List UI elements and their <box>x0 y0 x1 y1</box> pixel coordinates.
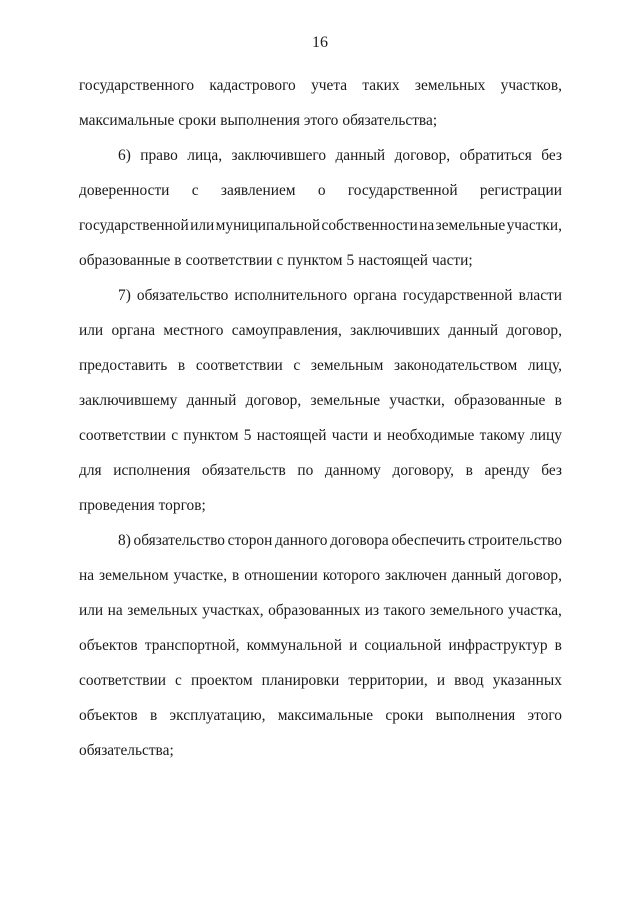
word: пунктом <box>287 252 343 269</box>
word: в <box>174 252 182 269</box>
word: или <box>79 322 104 339</box>
word: на <box>107 602 123 619</box>
word: соответствии <box>195 357 283 374</box>
word: 6) <box>118 147 131 164</box>
word: такого <box>383 602 426 619</box>
word: лицу, <box>527 357 562 374</box>
word: органа <box>353 287 397 304</box>
word: или <box>79 602 104 619</box>
word: с <box>293 357 301 374</box>
word: участках, <box>202 602 264 619</box>
paragraph-3-line-2 <box>79 318 562 353</box>
word: выполнения <box>220 112 300 129</box>
word: доверенности <box>79 182 170 199</box>
paragraph-2-line-2 <box>79 178 562 213</box>
word: собственности <box>321 217 418 234</box>
word: в <box>465 462 473 479</box>
word: такому <box>479 427 525 444</box>
word: образованные <box>79 252 171 269</box>
word: эксплуатацию, <box>169 707 266 724</box>
word: которого <box>322 567 381 584</box>
word: или <box>190 217 215 234</box>
word: обязательства; <box>342 112 438 129</box>
word: соответствии <box>185 252 273 269</box>
word: торгов; <box>158 497 206 514</box>
word: в <box>554 392 562 409</box>
word: на <box>419 217 435 234</box>
word: проведения <box>79 497 155 514</box>
word: и <box>373 427 382 444</box>
word: строительство <box>467 532 562 549</box>
word: лицу <box>530 427 562 444</box>
paragraph-4-line-2 <box>79 563 562 598</box>
word: с <box>191 182 199 199</box>
paragraph-3-line-1 <box>79 283 562 318</box>
paragraph-3-line-5 <box>79 423 562 458</box>
word: земельных <box>414 77 486 94</box>
word: части <box>331 427 369 444</box>
word: предоставить <box>79 357 168 374</box>
word: максимальные <box>79 112 175 129</box>
word: объектов <box>79 707 138 724</box>
paragraph-4-line-1 <box>79 528 562 563</box>
paragraph-3-line-3 <box>79 353 562 388</box>
word: право <box>140 147 178 164</box>
word: в <box>149 707 158 724</box>
word: и <box>436 672 446 689</box>
paragraph-2-line-3 <box>79 213 562 248</box>
word: данный <box>448 322 499 339</box>
word: для <box>79 462 102 479</box>
word: планировки <box>261 672 340 689</box>
word: таких <box>362 77 400 94</box>
paragraph-4-line-4 <box>79 633 562 668</box>
body-text <box>79 73 562 773</box>
word: участка, <box>508 602 562 619</box>
word: без <box>541 147 562 164</box>
word: договора <box>330 532 389 549</box>
word: самоуправления, <box>231 322 342 339</box>
word: данный <box>186 392 237 409</box>
word: в <box>177 357 186 374</box>
word: с <box>175 672 182 689</box>
word: заключившего <box>231 147 327 164</box>
word: государственной <box>79 217 189 234</box>
word: аренду <box>484 462 530 479</box>
word: этого <box>303 112 339 129</box>
word: соответствии <box>79 427 166 444</box>
word: сроки <box>178 112 217 129</box>
word: земельные <box>310 392 381 409</box>
word: с <box>276 252 284 269</box>
word: инфраструктур <box>448 637 548 654</box>
word: обязательство <box>133 532 225 549</box>
word: необходимые <box>386 427 475 444</box>
word: участки, <box>506 217 562 234</box>
word: объектов <box>79 637 138 654</box>
word: договор, <box>506 567 562 584</box>
word: регистрации <box>479 182 562 199</box>
word: указанных <box>492 672 562 689</box>
word: государственной <box>402 287 513 304</box>
word: ввод <box>454 672 484 689</box>
word: земельным <box>310 357 384 374</box>
paragraph-4-line-6 <box>79 703 562 738</box>
word: земельных <box>127 602 198 619</box>
paragraph-3-line-4 <box>79 388 562 423</box>
word: земельные <box>435 217 506 234</box>
word: исполнительного <box>234 287 348 304</box>
word: настоящей <box>256 427 327 444</box>
word: этого <box>527 707 562 724</box>
word: обязательств <box>201 462 286 479</box>
paragraph-4-line-7 <box>79 738 562 773</box>
word: договор, <box>394 147 451 164</box>
word: социальной <box>364 637 442 654</box>
paragraph-2-line-1 <box>79 143 562 178</box>
word: о <box>317 182 326 199</box>
paragraph-4-line-3 <box>79 598 562 633</box>
word: в <box>554 637 562 654</box>
word: проектом <box>190 672 253 689</box>
word: территории, <box>348 672 428 689</box>
word: учета <box>311 77 348 94</box>
word: договору, <box>392 462 455 479</box>
word: власти <box>518 287 562 304</box>
word: 8) <box>118 532 131 549</box>
word: 5 <box>243 427 252 444</box>
paragraph-3-line-7 <box>79 493 562 528</box>
word: земельном <box>99 567 169 584</box>
word: исполнения <box>113 462 191 479</box>
paragraph-4-line-5 <box>79 668 562 703</box>
word: 5 <box>346 252 355 269</box>
word: пунктом <box>183 427 239 444</box>
word: транспортной, <box>144 637 240 654</box>
word: государственной <box>347 182 458 199</box>
word: обязательство <box>136 287 229 304</box>
paragraph-3-line-6 <box>79 458 562 493</box>
word: участке, <box>173 567 228 584</box>
paragraph-1-line-1 <box>79 73 562 108</box>
word: данного <box>275 532 328 549</box>
word: местного <box>163 322 224 339</box>
word: по <box>297 462 314 479</box>
word: законодательством <box>394 357 518 374</box>
paragraph-1-line-2 <box>79 108 562 143</box>
word: данному <box>324 462 381 479</box>
word: заявлением <box>220 182 296 199</box>
word: в <box>232 567 240 584</box>
word: сроки <box>385 707 424 724</box>
word: органа <box>111 322 156 339</box>
word: части; <box>432 252 473 269</box>
word: участки, <box>389 392 445 409</box>
word: лица, <box>187 147 223 164</box>
word: из <box>364 602 380 619</box>
word: образованные <box>454 392 546 409</box>
word: с <box>171 427 179 444</box>
word: договор, <box>506 322 562 339</box>
word: на <box>79 567 95 584</box>
word: заключившему <box>79 392 178 409</box>
word: кадастрового <box>209 77 296 94</box>
word: обязательства; <box>79 742 174 759</box>
word: коммунальной <box>246 637 342 654</box>
word: максимальные <box>277 707 374 724</box>
word: 7) <box>118 287 131 304</box>
word: отношении <box>244 567 318 584</box>
page-number: 16 <box>312 34 328 51</box>
word: обратиться <box>459 147 532 164</box>
word: заключивших <box>350 322 441 339</box>
word: соответствии <box>79 672 166 689</box>
word: выполнения <box>435 707 516 724</box>
word: образованных <box>268 602 361 619</box>
word: настоящей <box>358 252 429 269</box>
word: государственного <box>79 77 195 94</box>
word: без <box>541 462 562 479</box>
word: и <box>349 637 358 654</box>
word: сторон <box>227 532 273 549</box>
word: участков, <box>500 77 562 94</box>
paragraph-2-line-4 <box>79 248 562 283</box>
word: муниципальной <box>215 217 321 234</box>
word: договор, <box>245 392 302 409</box>
word: данный <box>451 567 502 584</box>
word: обеспечить <box>391 532 466 549</box>
word: заключен <box>385 567 447 584</box>
word: земельного <box>429 602 504 619</box>
word: данный <box>335 147 386 164</box>
